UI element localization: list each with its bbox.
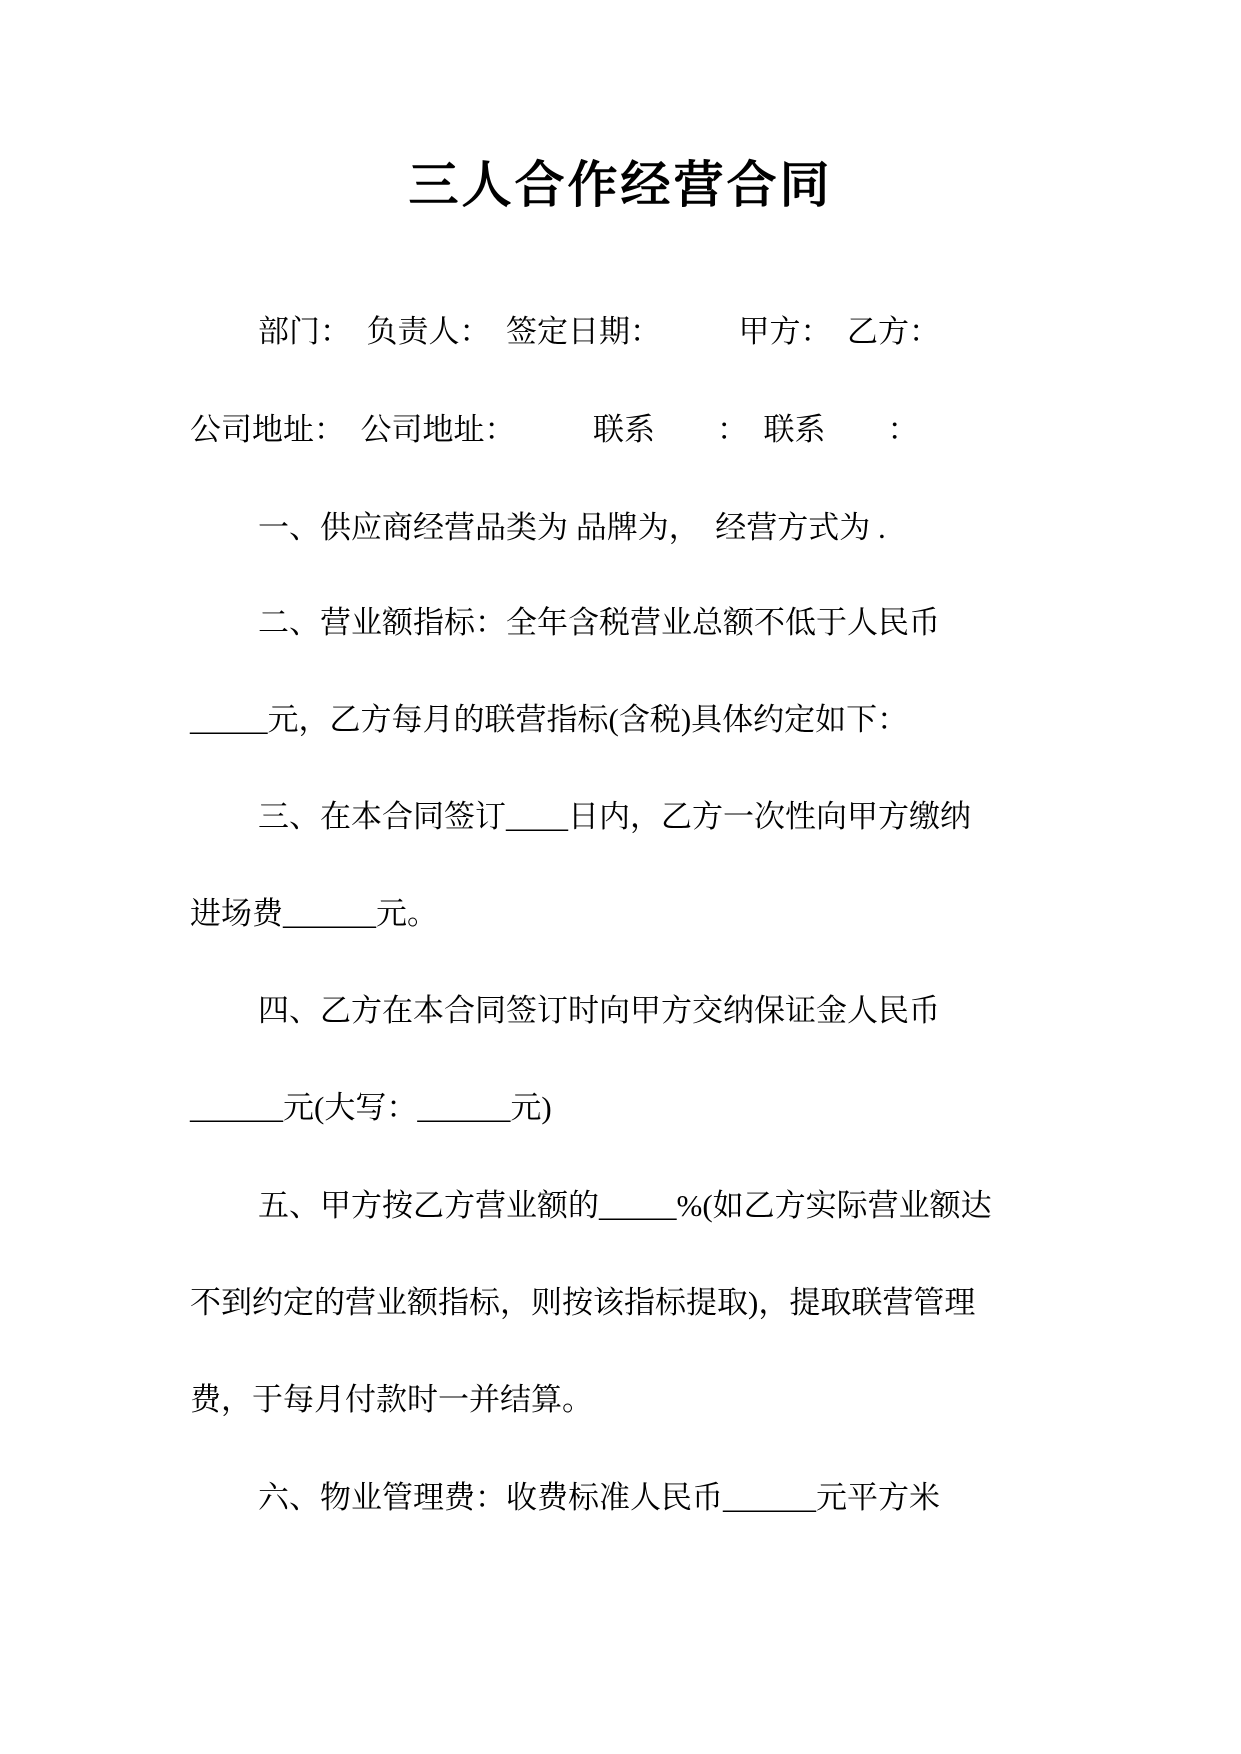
header-address-line: 公司地址： 公司地址： 联系 ： 联系 ： [190, 412, 919, 447]
header-parties-line: 部门： 负责人： 签定日期： 甲方： 乙方： [258, 314, 940, 349]
clause-3-line-2: 进场费______元。 [190, 896, 438, 931]
clause-5-line-2: 不到约定的营业额指标，则按该指标提取)，提取联营管理 [190, 1285, 976, 1320]
clause-5-line-3: 费，于每月付款时一并结算。 [190, 1382, 593, 1417]
clause-5-line-1: 五、甲方按乙方营业额的_____%(如乙方实际营业额达 [258, 1188, 992, 1223]
clause-4-line-1: 四、乙方在本合同签订时向甲方交纳保证金人民币 [258, 993, 940, 1028]
clause-1-line: 一、供应商经营品类为 品牌为， 经营方式为 . [258, 510, 886, 545]
clause-6-line-1: 六、物业管理费：收费标准人民币______元平方米 [258, 1480, 940, 1515]
clause-3-line-1: 三、在本合同签订____日内，乙方一次性向甲方缴纳 [258, 799, 971, 834]
document-title: 三人合作经营合同 [408, 157, 833, 213]
clause-2-line-2: _____元，乙方每月的联营指标(含税)具体约定如下： [190, 702, 909, 737]
clause-2-line-1: 二、营业额指标：全年含税营业总额不低于人民币 [258, 605, 940, 640]
clause-4-line-2: ______元(大写：______元) [190, 1090, 552, 1125]
